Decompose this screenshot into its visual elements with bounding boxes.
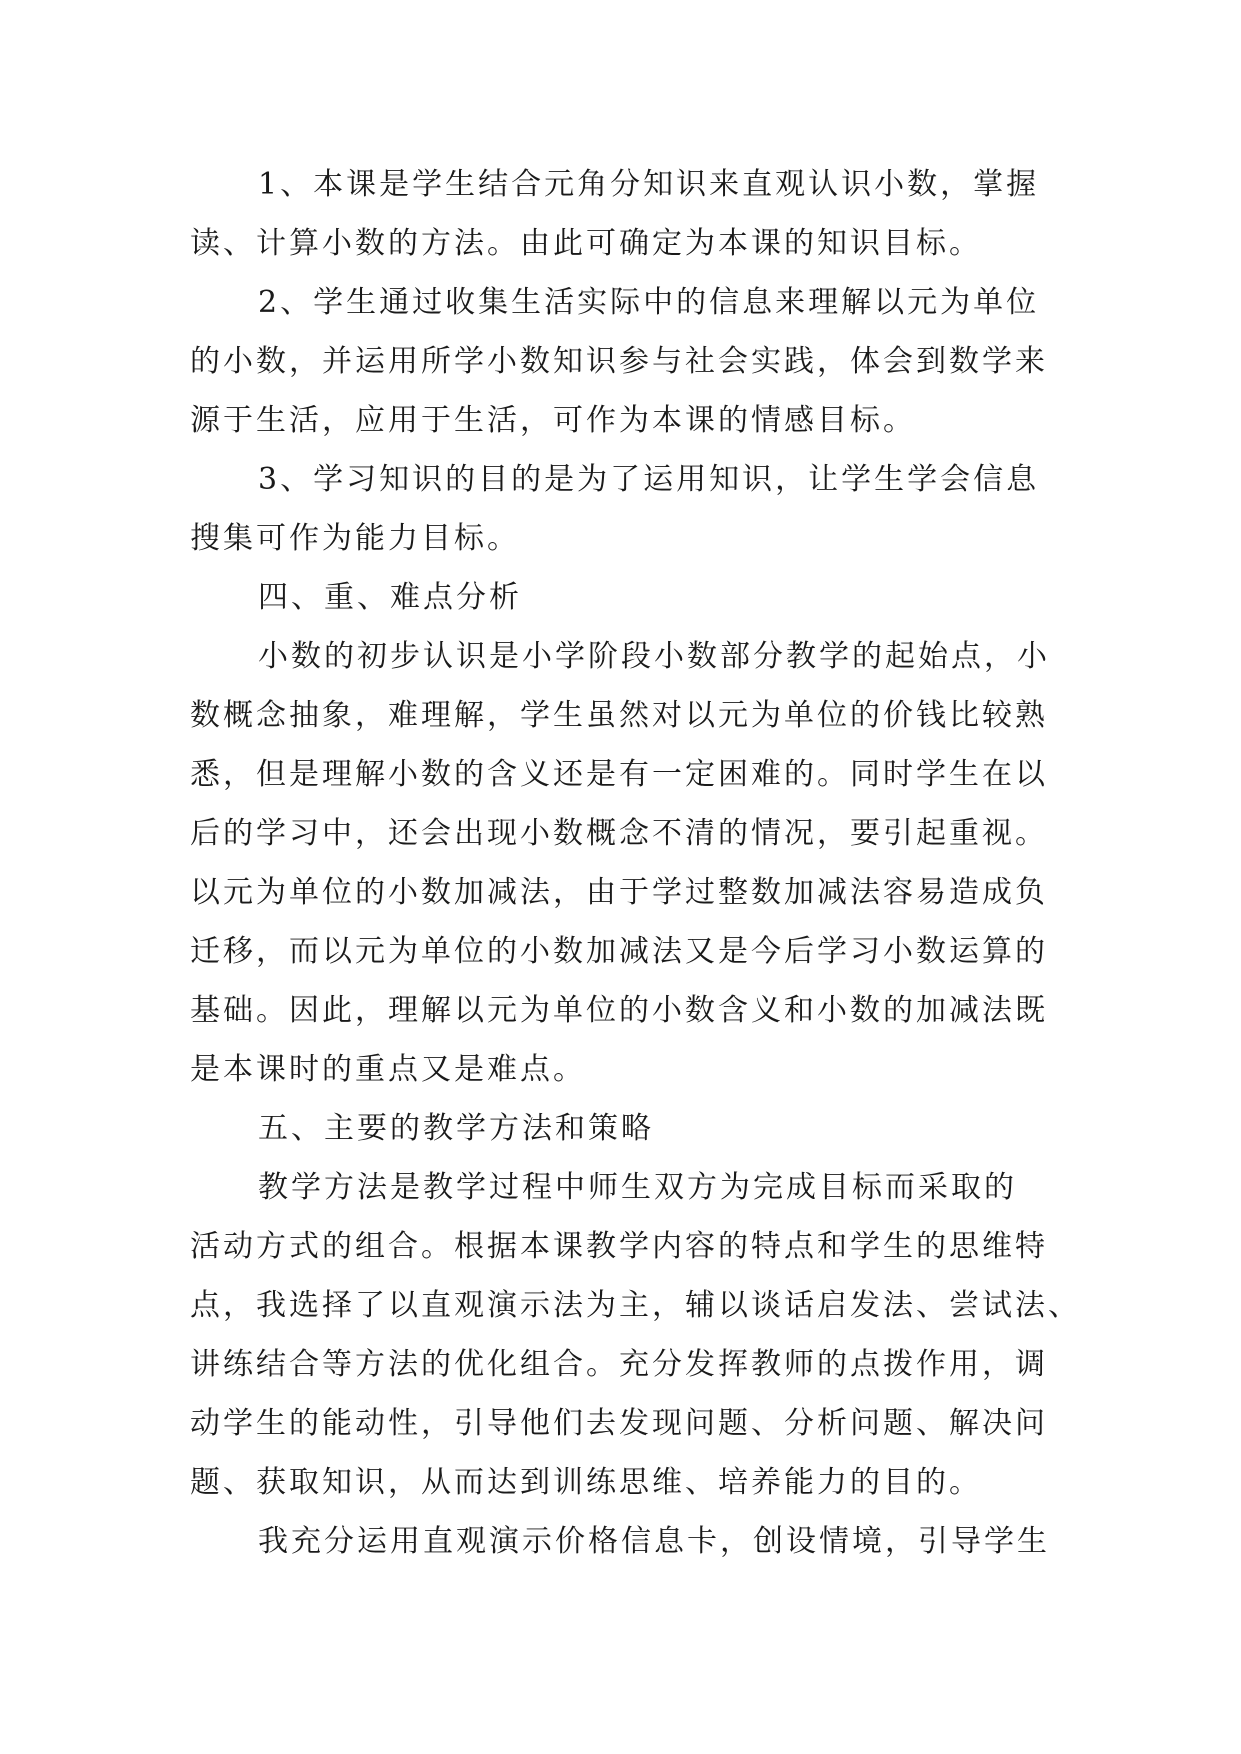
text-line: 的小数，并运用所学小数知识参与社会实践，体会到数学来 [190, 344, 1048, 379]
section-heading: 四、重、难点分析 [258, 580, 522, 615]
text-line: 3、学习知识的目的是为了运用知识，让学生学会信息 [258, 462, 1040, 497]
text-line: 点，我选择了以直观演示法为主，辅以谈话启发法、尝试法、 [190, 1288, 1081, 1323]
text-line: 教学方法是教学过程中师生双方为完成目标而采取的 [258, 1170, 1017, 1205]
text-line: 我充分运用直观演示价格信息卡，创设情境，引导学生 [258, 1524, 1050, 1559]
document-body [190, 155, 1081, 1571]
text-line: 迁移，而以元为单位的小数加减法又是今后学习小数运算的 [190, 934, 1048, 969]
text-line: 动学生的能动性，引导他们去发现问题、分析问题、解决问 [190, 1406, 1048, 1441]
text-line: 源于生活，应用于生活，可作为本课的情感目标。 [190, 403, 916, 438]
text-line: 数概念抽象，难理解，学生虽然对以元为单位的价钱比较熟 [190, 698, 1048, 733]
text-line: 1、本课是学生结合元角分知识来直观认识小数，掌握 [258, 167, 1040, 202]
text-line: 讲练结合等方法的优化组合。充分发挥教师的点拨作用，调 [190, 1347, 1048, 1382]
section-heading: 五、主要的教学方法和策略 [258, 1111, 654, 1146]
text-line: 读、计算小数的方法。由此可确定为本课的知识目标。 [190, 226, 982, 261]
text-line: 是本课时的重点又是难点。 [190, 1052, 586, 1087]
text-line: 题、获取知识，从而达到训练思维、培养能力的目的。 [190, 1465, 982, 1500]
text-line: 以元为单位的小数加减法，由于学过整数加减法容易造成负 [190, 875, 1048, 910]
text-line: 后的学习中，还会出现小数概念不清的情况，要引起重视。 [190, 816, 1048, 851]
text-line: 小数的初步认识是小学阶段小数部分教学的起始点，小 [258, 639, 1050, 674]
text-line: 活动方式的组合。根据本课教学内容的特点和学生的思维特 [190, 1229, 1048, 1264]
text-line: 基础。因此，理解以元为单位的小数含义和小数的加减法既 [190, 993, 1048, 1028]
text-line: 2、学生通过收集生活实际中的信息来理解以元为单位 [258, 285, 1040, 320]
text-line: 搜集可作为能力目标。 [190, 521, 520, 556]
text-line: 悉，但是理解小数的含义还是有一定困难的。同时学生在以 [190, 757, 1048, 792]
